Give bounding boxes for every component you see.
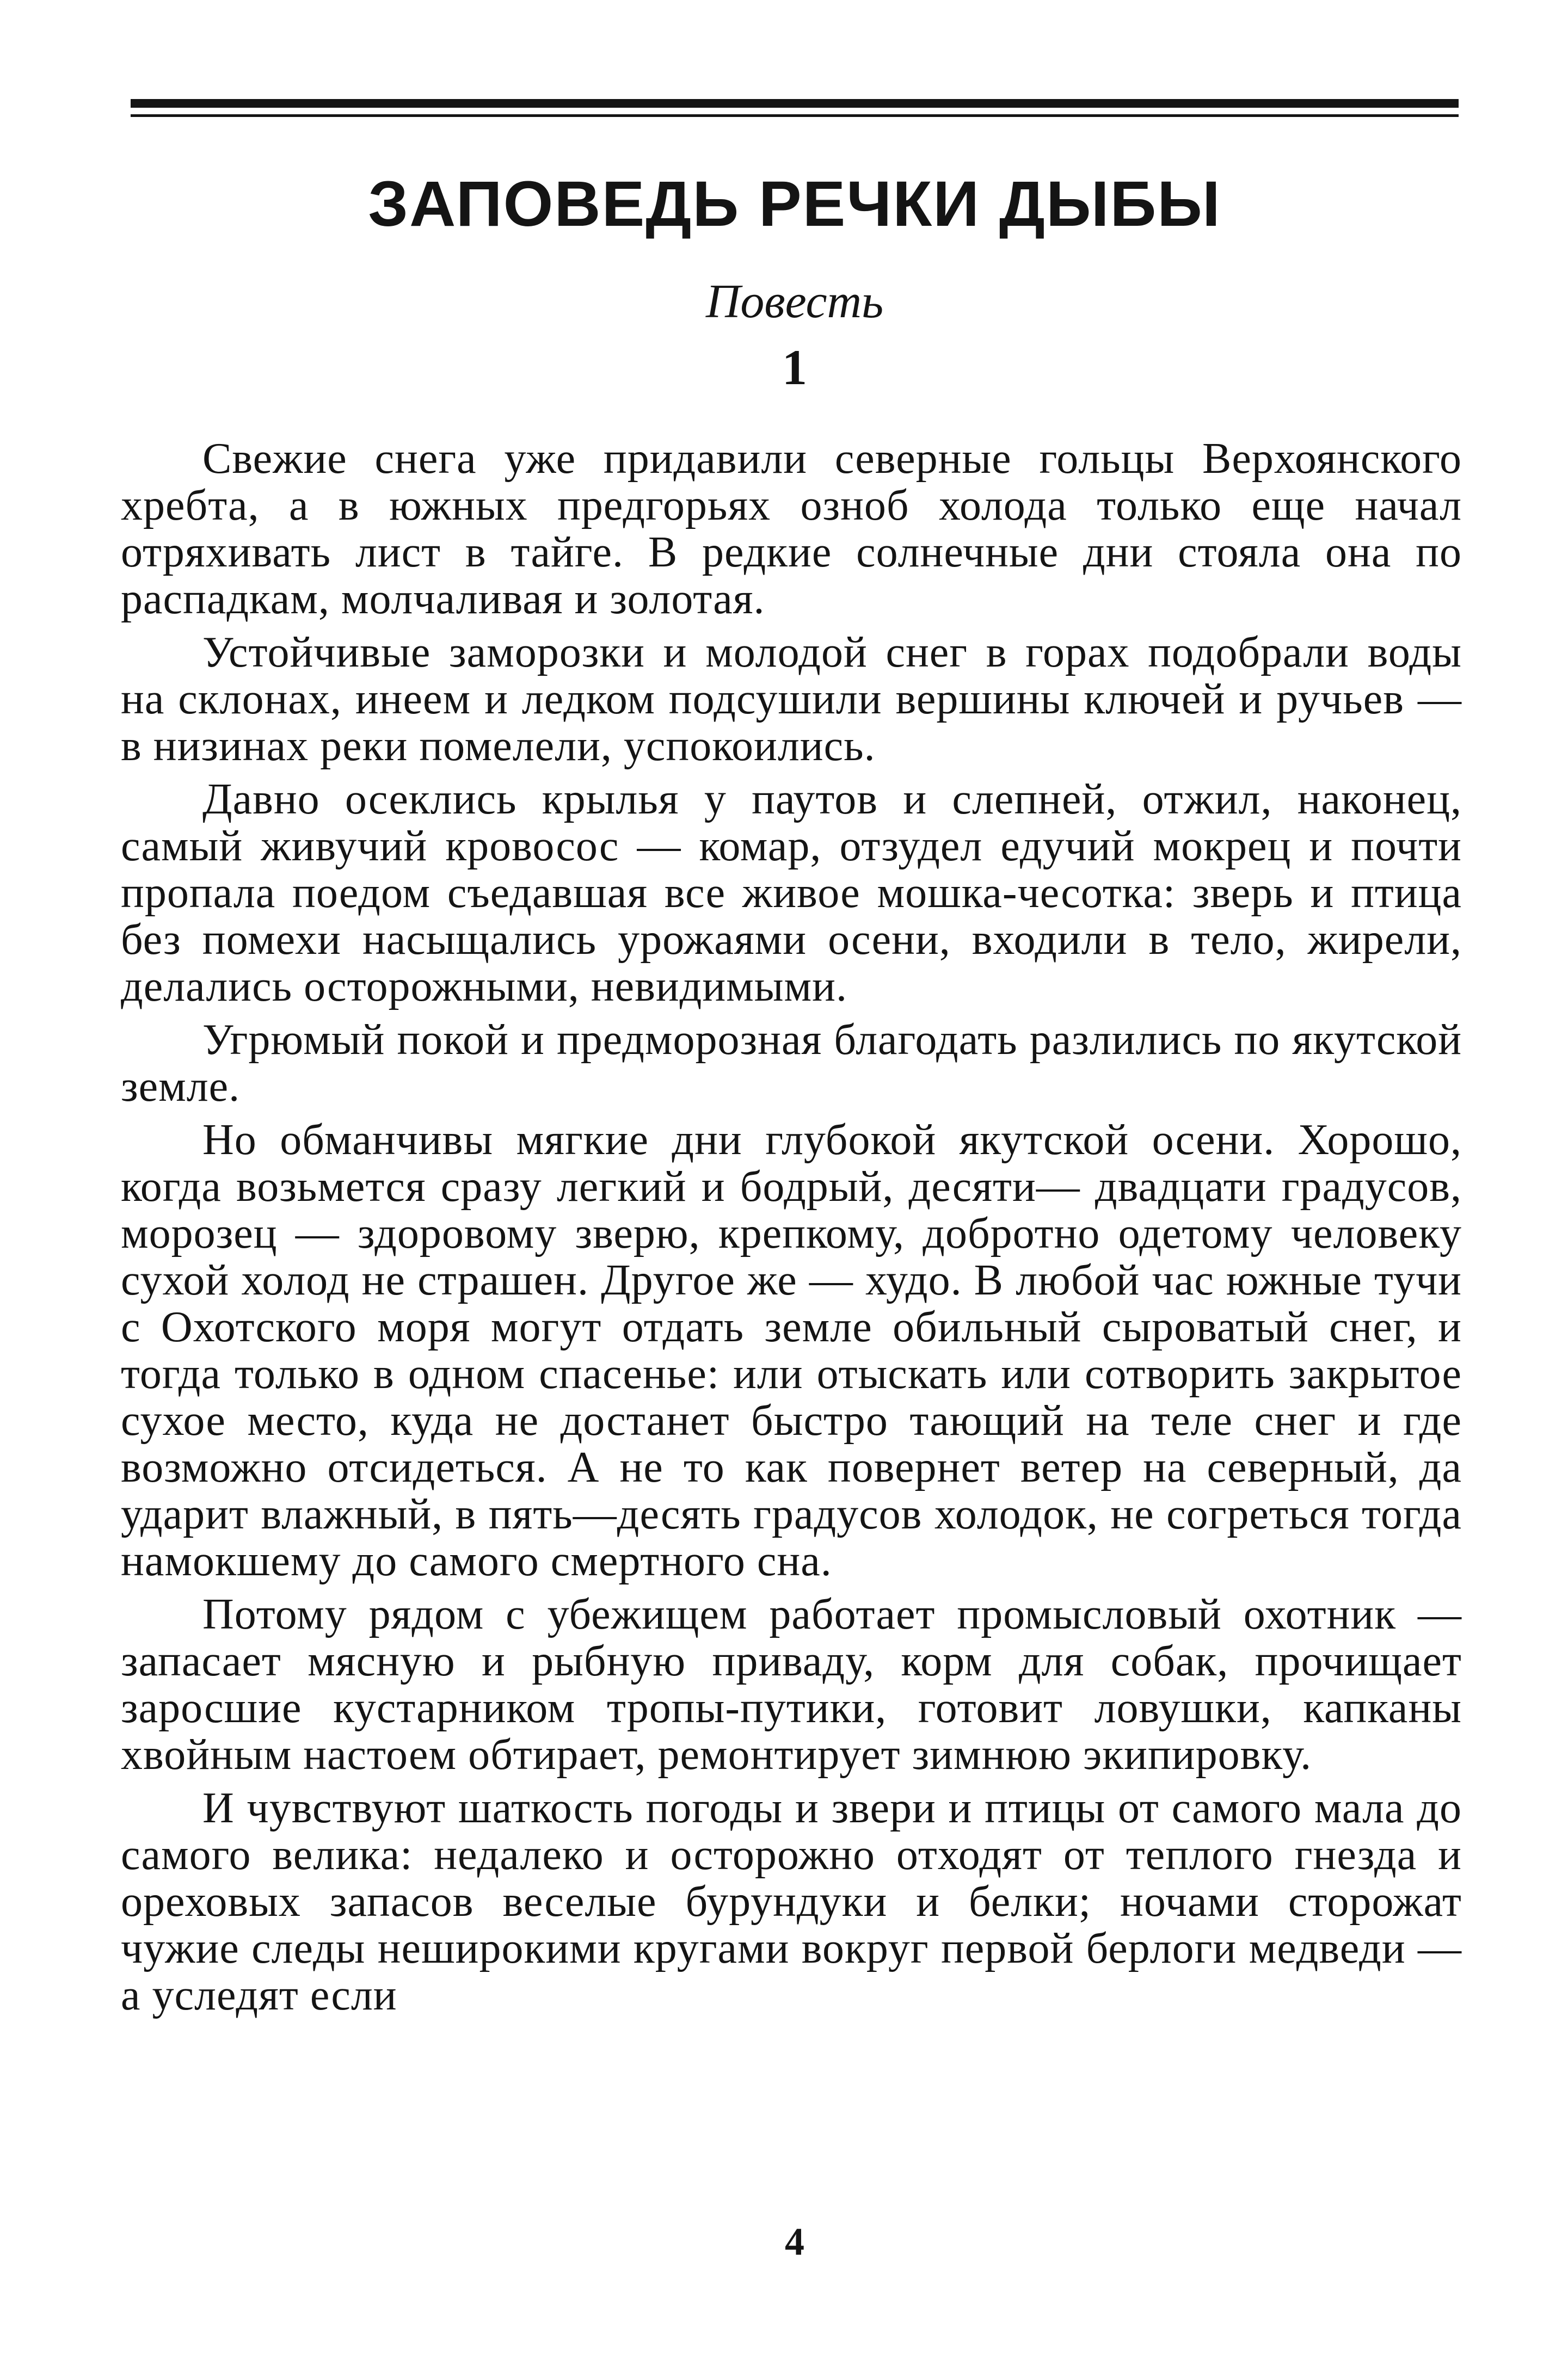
paragraph: Но обманчивы мягкие дни глубокой якутской осени. Хорошо, когда возьмется сразу легкий и бодрый, десяти— двадцати градусов, морозец — здоровому зверю, крепкому, добротно одетому человеку сухой холод не страшен. Другое же — худо. В любой час южные тучи с Охотского моря могут отдать земле обильный сыроватый снег, и тогда только в одном спасенье: или отыскать или сотворить закрытое сухое место, куда не достанет быстро тающий на теле снег и где возможно отсидеться. А не то как повернет ветер на северный, да ударит влажный, в пять—десять градусов холодок, не согреться тогда намокшему до самого смертного сна. <box>121 1116 1462 1585</box>
header-rule-thick <box>131 99 1459 108</box>
header-rule-thin <box>131 114 1459 117</box>
paragraph: Угрюмый покой и предморозная благодать разлились по якутской земле. <box>121 1016 1462 1111</box>
paragraph: Давно осеклись крылья у паутов и слепней, отжил, наконец, самый живучий кровосос — комар, отзудел едучий мокрец и почти пропала поедом съедавшая все живое мошка-чесотка: зверь и птица без помехи насыщались урожаями осени, входили в тело, жирели, делались осторожными, невидимыми. <box>121 775 1462 1010</box>
story-title: ЗАПОВЕДЬ РЕЧКИ ДЫБЫ <box>368 168 1221 240</box>
paragraph: Свежие снега уже придавили северные гольцы Верхоянского хребта, а в южных предгорьях озноб холода только еще начал отряхивать лист в тайге. В редкие солнечные дни стояла она по распадкам, молчаливая и золотая. <box>121 435 1462 623</box>
story-genre-subtitle: Повесть <box>705 275 884 328</box>
page-number: 4 <box>785 2220 804 2264</box>
paragraph: И чувствуют шаткость погоды и звери и птицы от самого мала до самого велика: недалеко и осторожно отходят от теплого гнезда и ореховых запасов веселые бурундуки и белки; ночами сторожат чужие следы неширокими кругами вокруг первой берлоги медведи — а уследят если <box>121 1784 1462 2019</box>
paragraph: Потому рядом с убежищем работает промысловый охотник — запасает мясную и рыбную приваду, корм для собак, прочищает заросшие кустарником тропы-путики, готовит ловушки, капканы хвойным настоем обтирает, ремонтирует зимнюю экипировку. <box>121 1590 1462 1779</box>
body-text <box>121 435 1462 2025</box>
chapter-number: 1 <box>782 340 807 395</box>
paragraph: Устойчивые заморозки и молодой снег в горах подобрали воды на склонах, инеем и ледком подсушили вершины ключей и ручьев — в низинах реки помелели, успокоились. <box>121 628 1462 770</box>
